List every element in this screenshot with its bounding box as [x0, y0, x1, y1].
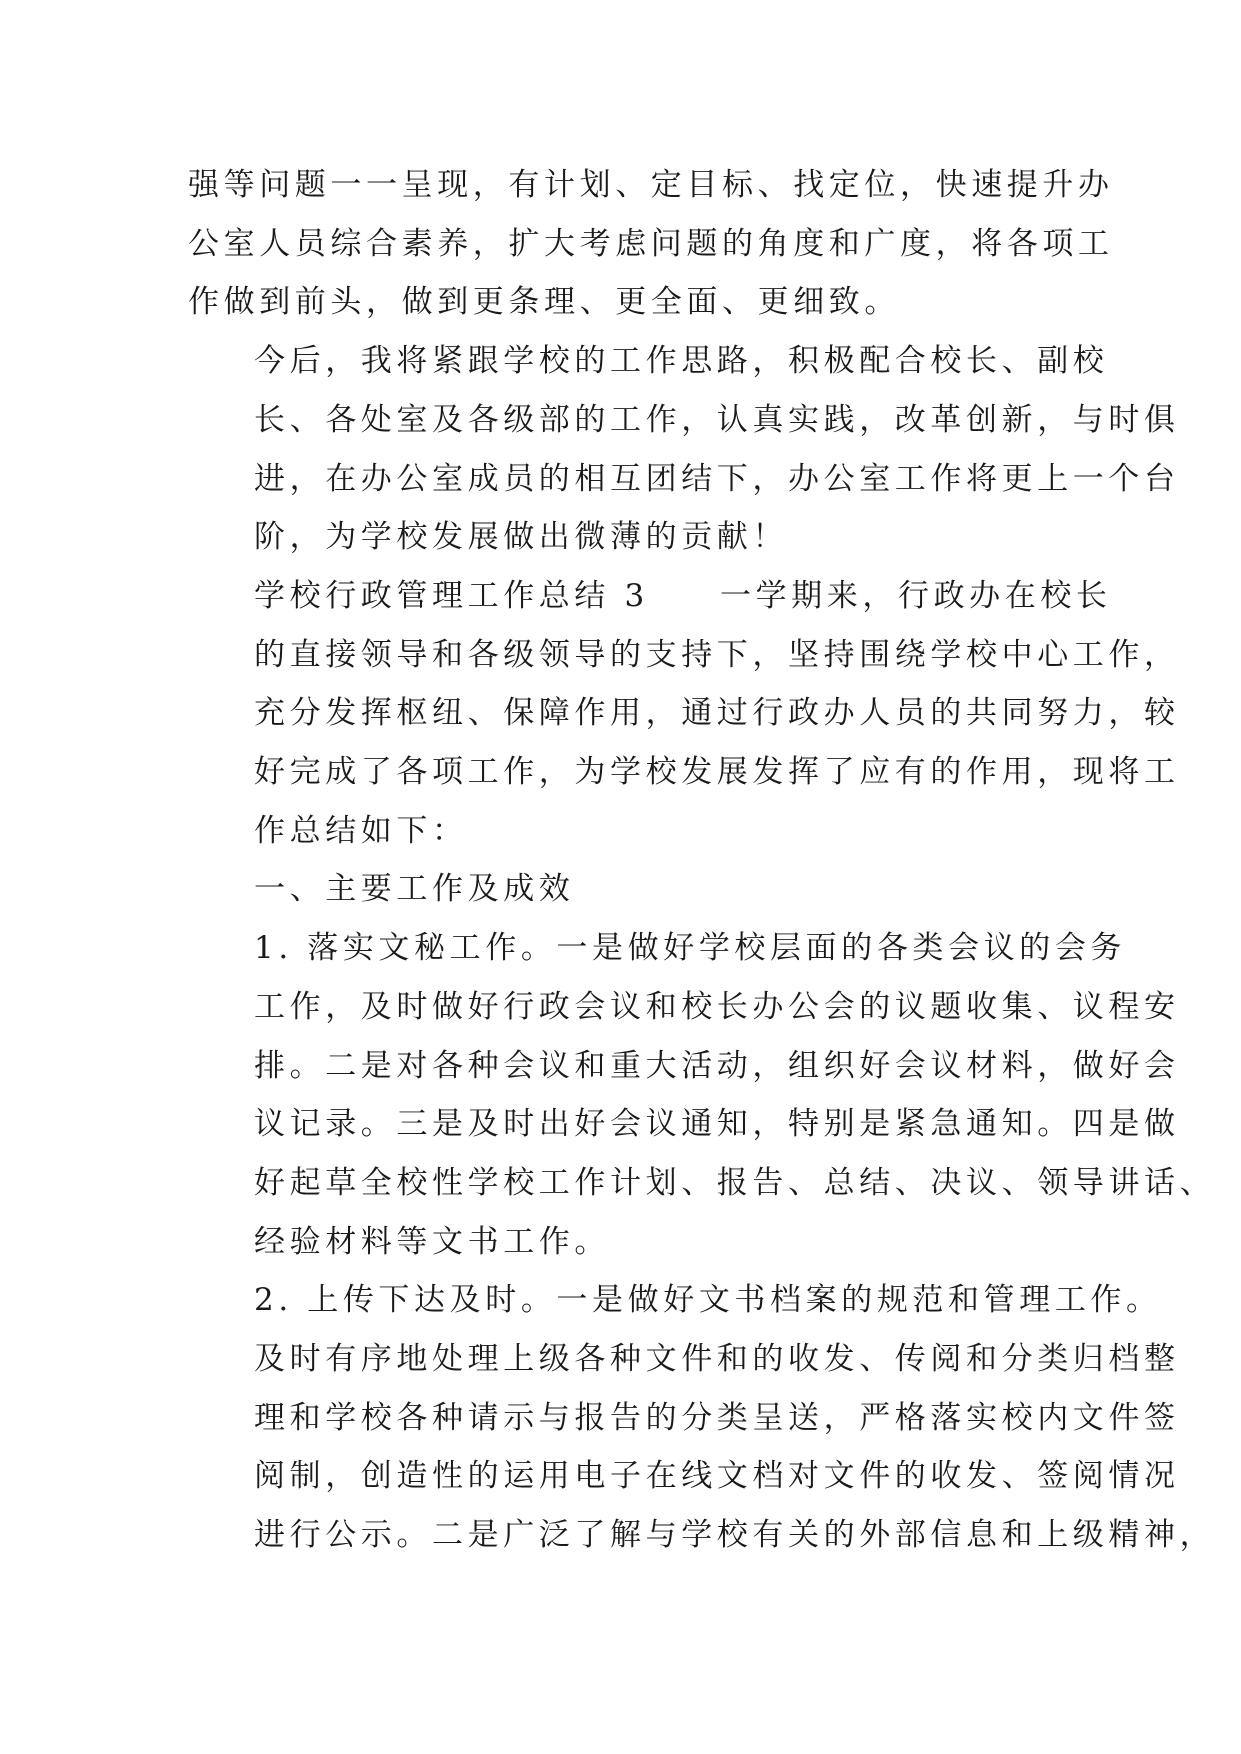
- text-line: 及时有序地处理上级各种文件和的收发、传阅和分类归档整: [254, 1341, 1180, 1378]
- text-line: 议记录。三是及时出好会议通知，特别是紧急通知。四是做: [254, 1106, 1180, 1143]
- text-line: 充分发挥枢纽、保障作用，通过行政办人员的共同努力，较: [254, 695, 1180, 732]
- paragraph-future-plan: [188, 332, 1180, 567]
- text-line: 公室人员综合素养，扩大考虑问题的角度和广度，将各项工: [188, 225, 1114, 262]
- text-line: 2. 上传下达及时。一是做好文书档案的规范和管理工作。: [254, 1282, 1162, 1319]
- paragraph-secretarial-work: [188, 919, 1216, 1271]
- text-line: 强等问题一一呈现，有计划、定目标、找定位，快速提升办: [188, 167, 1114, 203]
- text-line: 作做到前头，做到更条理、更全面、更细致。: [188, 284, 900, 321]
- text-line: 阶，为学校发展做出微薄的贡献！: [254, 519, 788, 556]
- text-line: 经验材料等文书工作。: [254, 1223, 610, 1260]
- text-line: 作总结如下：: [254, 812, 468, 849]
- document-body: [188, 156, 1216, 1565]
- text-line: 进，在办公室成员的相互团结下，办公室工作将更上一个台: [254, 460, 1180, 497]
- text-line: 进行公示。二是广泛了解与学校有关的外部信息和上级精神，: [254, 1517, 1216, 1554]
- text-line: 好起草全校性学校工作计划、报告、总结、决议、领导讲话、: [254, 1164, 1216, 1201]
- text-line: 好完成了各项工作，为学校发展发挥了应有的作用，现将工: [254, 754, 1180, 791]
- paragraph-summary-3-intro: [188, 567, 1180, 861]
- text-line: 排。二是对各种会议和重大活动，组织好会议材料，做好会: [254, 1047, 1180, 1084]
- text-line: 一、主要工作及成效: [254, 871, 575, 908]
- text-line: 的直接领导和各级领导的支持下，坚持围绕学校中心工作，: [254, 636, 1180, 673]
- section-heading-main-work: [188, 860, 1068, 919]
- text-line: 工作，及时做好行政会议和校长办公会的议题收集、议程安: [254, 988, 1180, 1025]
- paragraph-improvement: [188, 156, 1114, 332]
- text-line: 阅制，创造性的运用电子在线文档对文件的收发、签阅情况: [254, 1458, 1180, 1495]
- text-line: 今后，我将紧跟学校的工作思路，积极配合校长、副校: [254, 343, 1109, 380]
- text-line: 长、各处室及各级部的工作，认真实践，改革创新，与时俱: [254, 401, 1180, 438]
- text-line: 学校行政管理工作总结 3 一学期来，行政办在校长: [254, 577, 1112, 614]
- text-line: 1. 落实文秘工作。一是做好学校层面的各类会议的会务: [254, 930, 1127, 967]
- paragraph-communication: [188, 1271, 1216, 1565]
- text-line: 理和学校各种请示与报告的分类呈送，严格落实校内文件签: [254, 1399, 1180, 1436]
